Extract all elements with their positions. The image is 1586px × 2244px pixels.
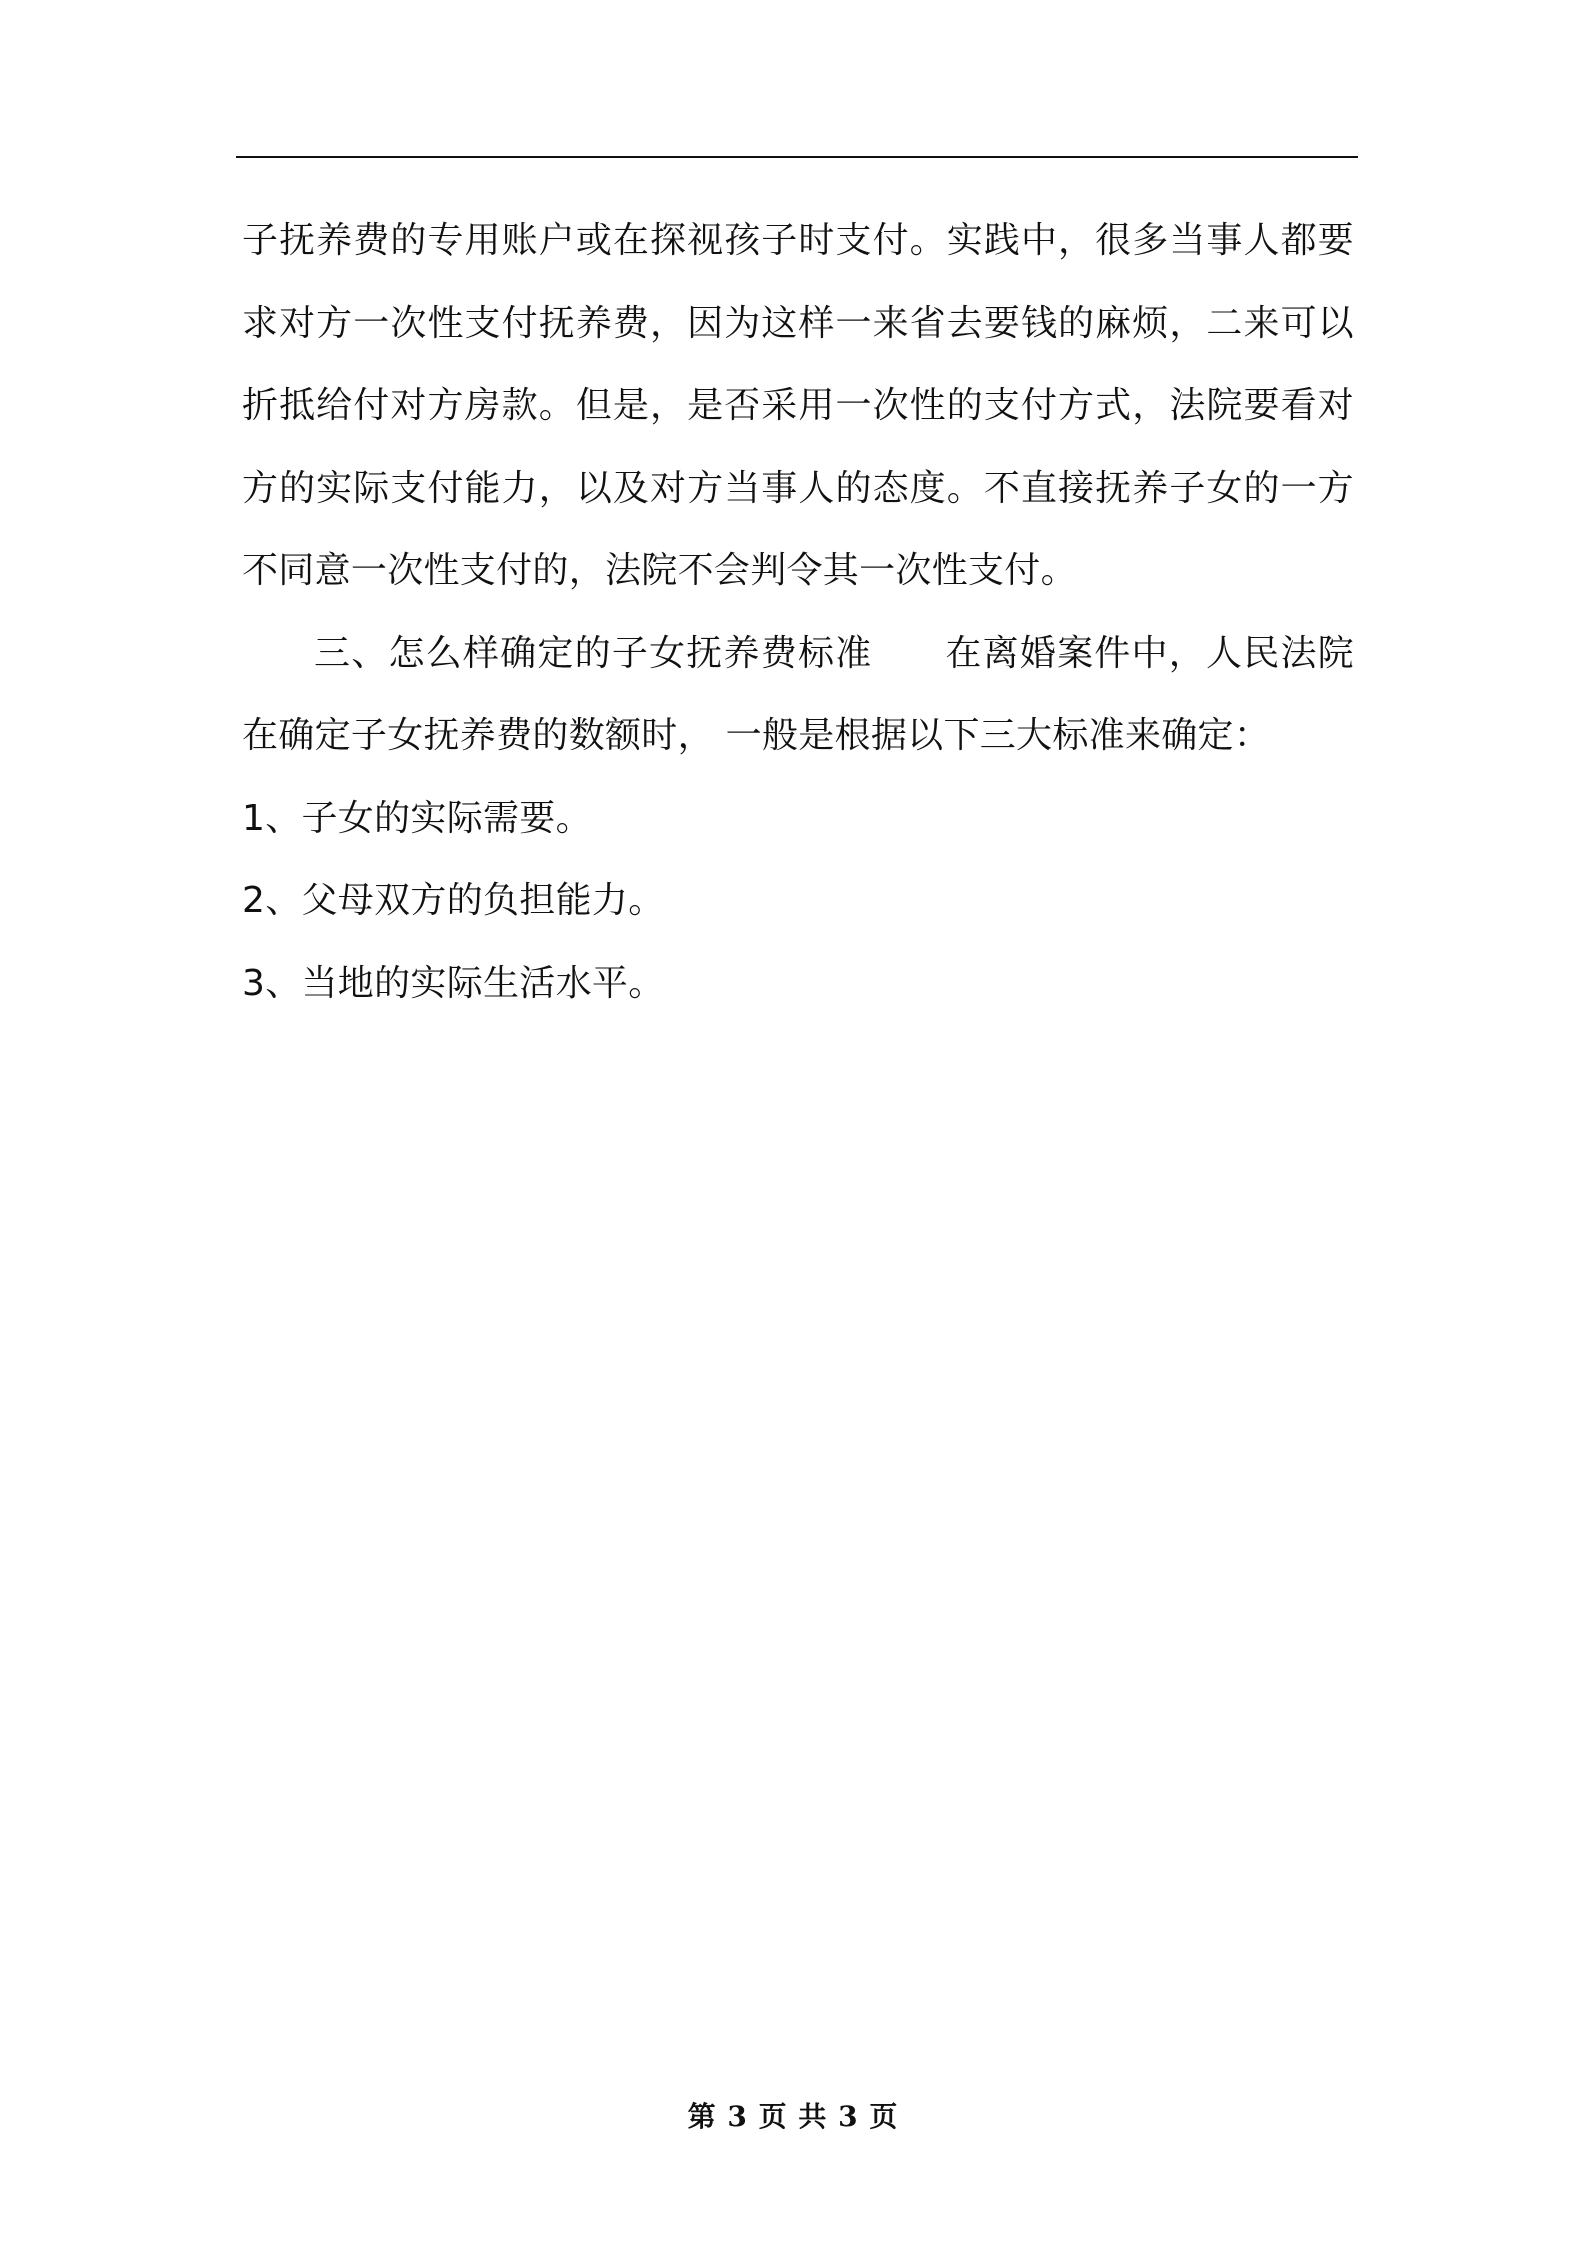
- document-body: [242, 200, 1354, 1025]
- list-item: 2、父母双方的负担能力。: [242, 880, 665, 921]
- paragraph-section-three: [242, 613, 1354, 778]
- header-rule: [236, 156, 1358, 158]
- section-body: 在离婚案件中，人民法院在确定子女抚养费的数额时， 一般是根据以下三大标准来确定：: [242, 632, 1354, 756]
- list-item: 1、子女的实际需要。: [242, 797, 592, 839]
- page-number-footer: 第 3 页 共 3 页: [687, 2100, 899, 2133]
- list-item: 3、当地的实际生活水平。: [242, 962, 665, 1004]
- paragraph-payment: 子抚养费的专用账户或在探视孩子时支付。实践中，很多当事人都要求对方一次性支付抚养费，因为这样一来省去要钱的麻烦，二来可以折抵给付对方房款。但是，是否采用一次性的支付方式，法院要看对方的实际支付能力，以及对方当事人的态度。不直接抚养子女的一方不同意一次性支付的，法院不会判令其一次性支付。: [242, 220, 1354, 591]
- section-heading: 三、怎么样确定的子女抚养费标准: [314, 632, 873, 674]
